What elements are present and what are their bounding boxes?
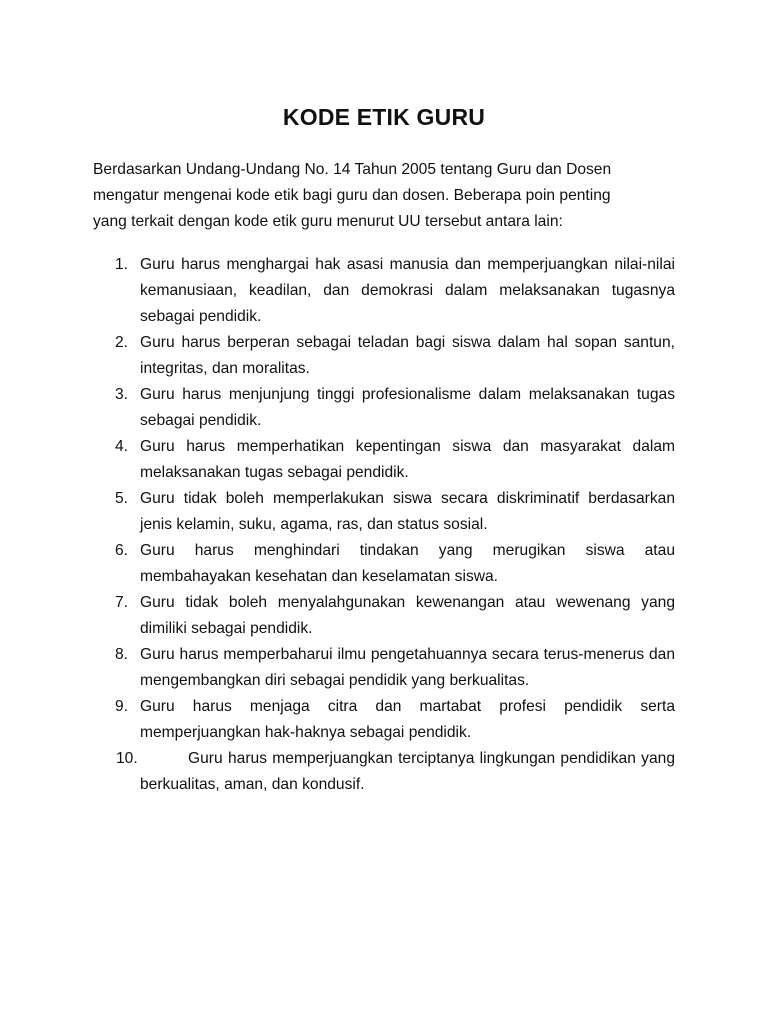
- list-item: [93, 590, 675, 642]
- list-item: [93, 642, 675, 694]
- list-item-text: Guru harus memperjuangkan terciptanya lingkungan pendidikan yang berkualitas, aman, dan kondusif.: [140, 750, 675, 793]
- list-item-number: 3.: [115, 386, 129, 403]
- list-item-number: 6.: [115, 542, 129, 559]
- list-item: [93, 252, 675, 330]
- list-item: [93, 434, 675, 486]
- list-item: [93, 746, 675, 798]
- list-item-number: 4.: [115, 438, 129, 455]
- list-item-text: Guru harus menjunjung tinggi profesionalisme dalam melaksanakan tugas sebagai pendidik.: [140, 386, 675, 429]
- list-item-number: 7.: [115, 594, 129, 611]
- list-item: [93, 330, 675, 382]
- list-item-number: 1.: [115, 256, 129, 273]
- list-item-text: Guru harus menjaga citra dan martabat profesi pendidik serta memperjuangkan hak-haknya sebagai pendidik.: [140, 698, 675, 741]
- list-item-number: 10.: [116, 750, 138, 767]
- intro-line: mengatur mengenai kode etik bagi guru dan dosen. Beberapa poin penting: [93, 187, 611, 204]
- list-item-text: Guru harus menghindari tindakan yang merugikan siswa atau membahayakan kesehatan dan keselamatan siswa.: [140, 542, 675, 585]
- list-item-text: Guru harus memperhatikan kepentingan siswa dan masyarakat dalam melaksanakan tugas sebagai pendidik.: [140, 438, 675, 481]
- list-item-number: 9.: [115, 698, 129, 715]
- list-item-text: Guru harus berperan sebagai teladan bagi siswa dalam hal sopan santun, integritas, dan moralitas.: [140, 334, 675, 377]
- list-item-number: 8.: [115, 646, 129, 663]
- intro-line: Berdasarkan Undang-Undang No. 14 Tahun 2005 tentang Guru dan Dosen: [93, 161, 612, 178]
- page-title: KODE ETIK GURU: [282, 104, 486, 130]
- list-item-text: Guru tidak boleh menyalahgunakan kewenangan atau wewenang yang dimiliki sebagai pendidik.: [140, 594, 675, 637]
- list-item-number: 5.: [115, 490, 129, 507]
- list-item: [93, 694, 675, 746]
- list-item-text: Guru harus menghargai hak asasi manusia dan memperjuangkan nilai-nilai kemanusiaan, keadilan, dan demokrasi dalam melaksanakan tugasnya sebagai pendidik.: [140, 256, 675, 325]
- list-item: [93, 382, 675, 434]
- list-item: [93, 538, 675, 590]
- list-item-text: Guru harus memperbaharui ilmu pengetahuannya secara terus-menerus dan mengembangkan diri sebagai pendidik yang berkualitas.: [140, 646, 675, 689]
- intro-line: yang terkait dengan kode etik guru menurut UU tersebut antara lain:: [93, 213, 563, 230]
- intro-paragraph: [93, 157, 683, 235]
- list-item-text: Guru tidak boleh memperlakukan siswa secara diskriminatif berdasarkan jenis kelamin, suku, agama, ras, dan status sosial.: [140, 490, 675, 533]
- code-of-ethics-list: [93, 252, 675, 798]
- list-item-number: 2.: [115, 334, 129, 351]
- list-item: [93, 486, 675, 538]
